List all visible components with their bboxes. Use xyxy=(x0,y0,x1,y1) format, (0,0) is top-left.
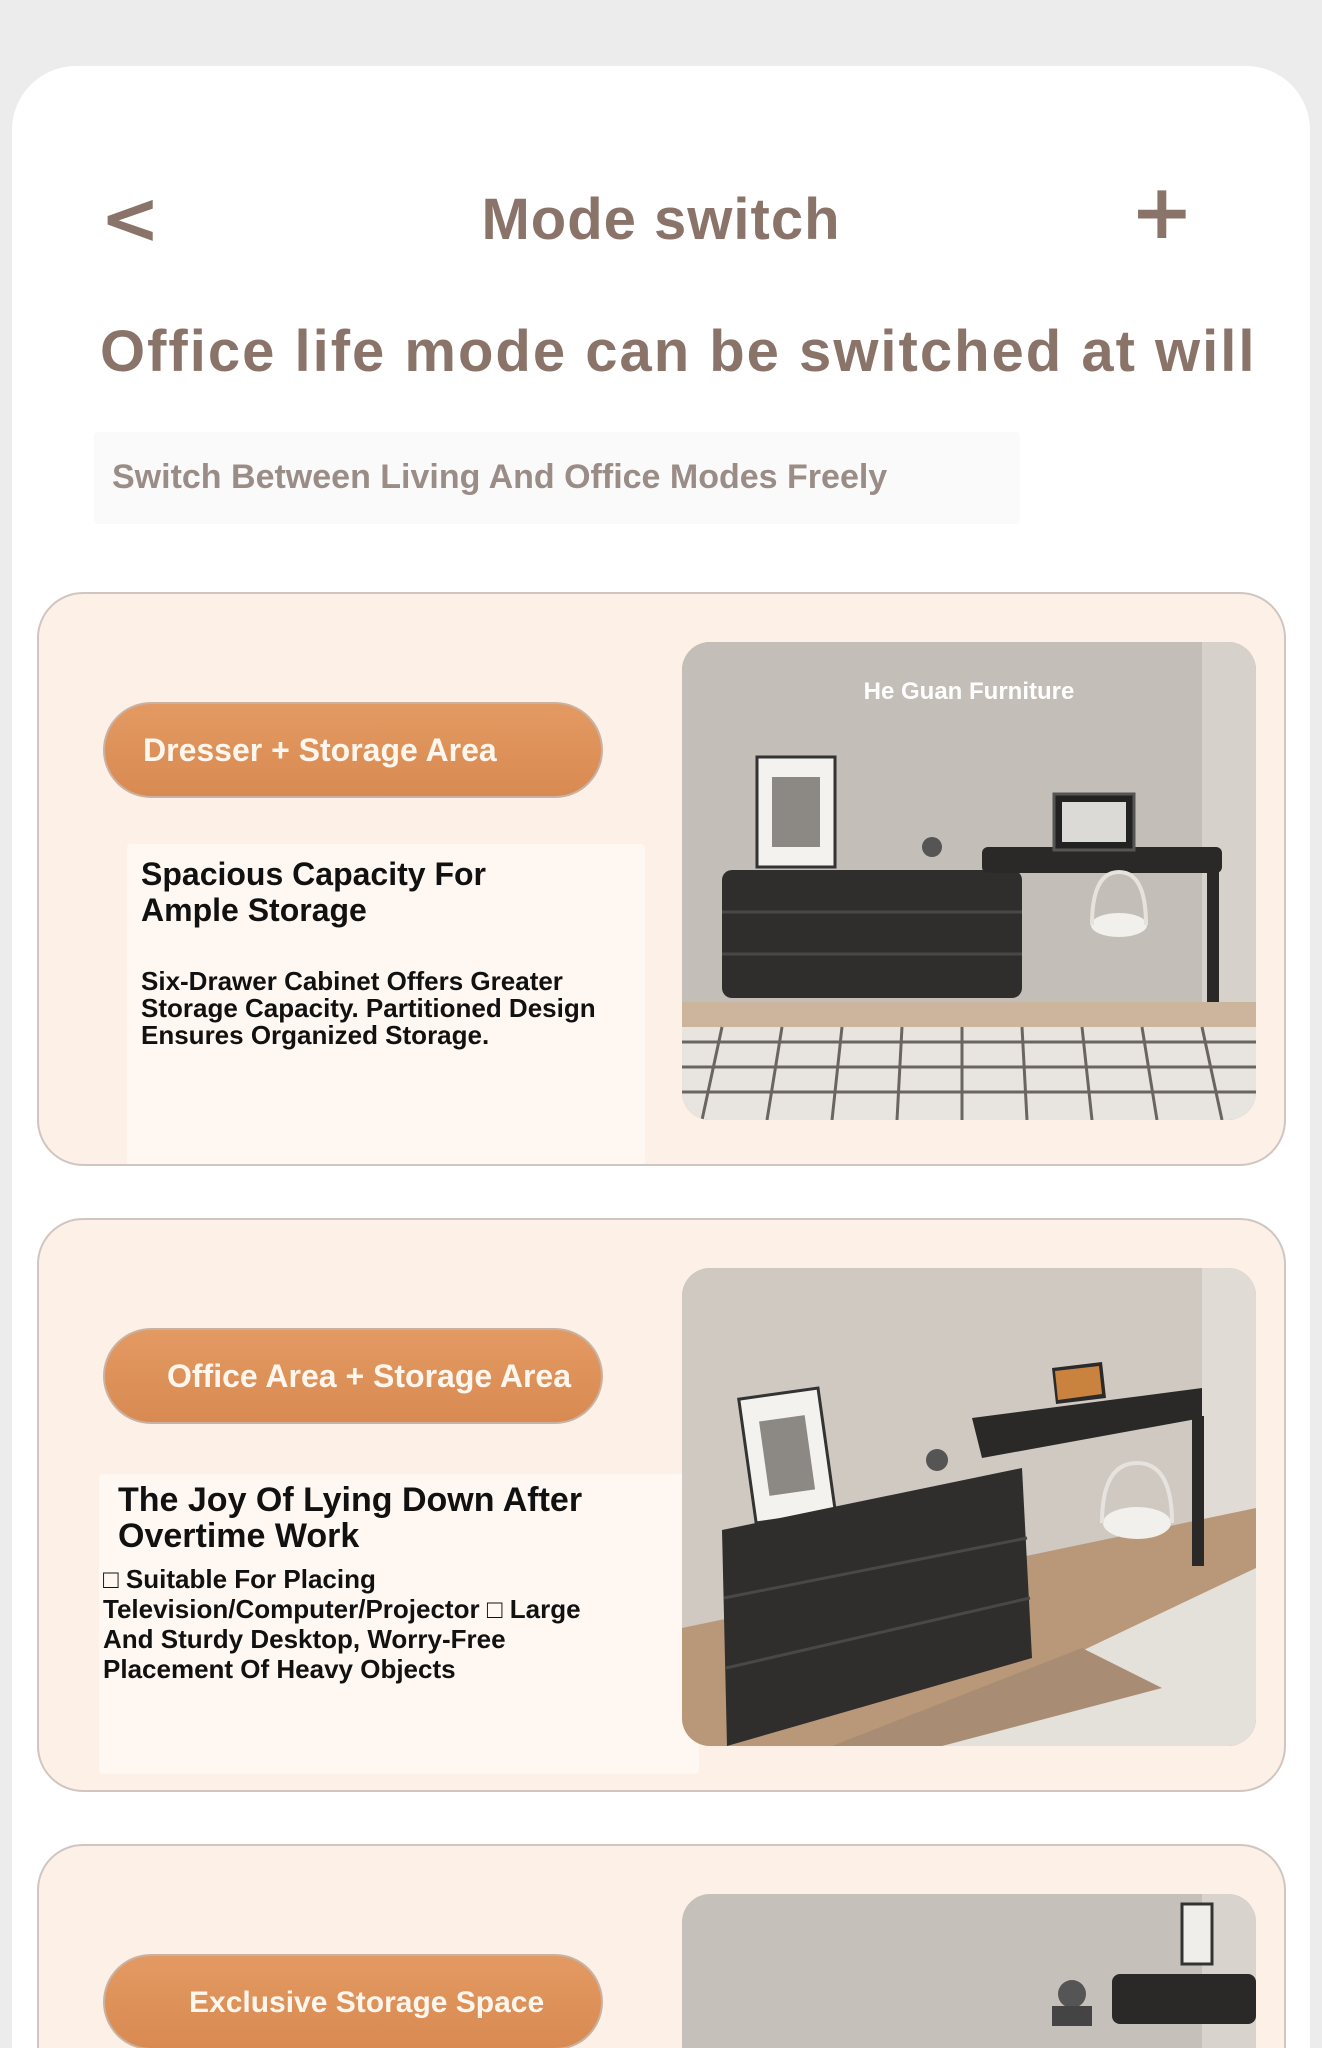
feature-title: Spacious Capacity For Ample Storage xyxy=(141,856,486,928)
feature-card-office xyxy=(37,1218,1286,1792)
office-illustration xyxy=(682,1268,1256,1746)
feature-tag[interactable]: Office Area + Storage Area xyxy=(103,1328,603,1424)
feature-description: □ Suitable For Placing Television/Computer/Projector □ Large And Sturdy Desktop, Worry-Free Placement Of Heavy Objects xyxy=(103,1564,581,1684)
subheadline: Switch Between Living And Office Modes Freely xyxy=(112,458,888,496)
dresser-illustration xyxy=(682,642,1256,1120)
feature-tag[interactable]: Exclusive Storage Space xyxy=(103,1954,603,2048)
feature-card-dresser xyxy=(37,592,1286,1166)
page-title: Mode switch xyxy=(481,187,841,252)
product-photo-office xyxy=(682,1268,1256,1746)
feature-card-storage xyxy=(37,1844,1286,2048)
back-button[interactable]: < xyxy=(100,176,161,260)
feature-tag[interactable]: Dresser + Storage Area xyxy=(103,702,603,798)
storage-illustration xyxy=(682,1894,1256,2048)
product-photo-dresser xyxy=(682,642,1256,1120)
feature-title: The Joy Of Lying Down After Overtime Work xyxy=(118,1481,583,1555)
headline: Office life mode can be switched at will xyxy=(100,319,1257,384)
photo-watermark: He Guan Furniture xyxy=(863,678,1075,705)
product-photo-storage xyxy=(682,1894,1256,2048)
feature-description: Six-Drawer Cabinet Offers Greater Storage Capacity. Partitioned Design Ensures Organized Storage. xyxy=(141,966,596,1050)
add-button[interactable]: + xyxy=(1130,167,1194,256)
